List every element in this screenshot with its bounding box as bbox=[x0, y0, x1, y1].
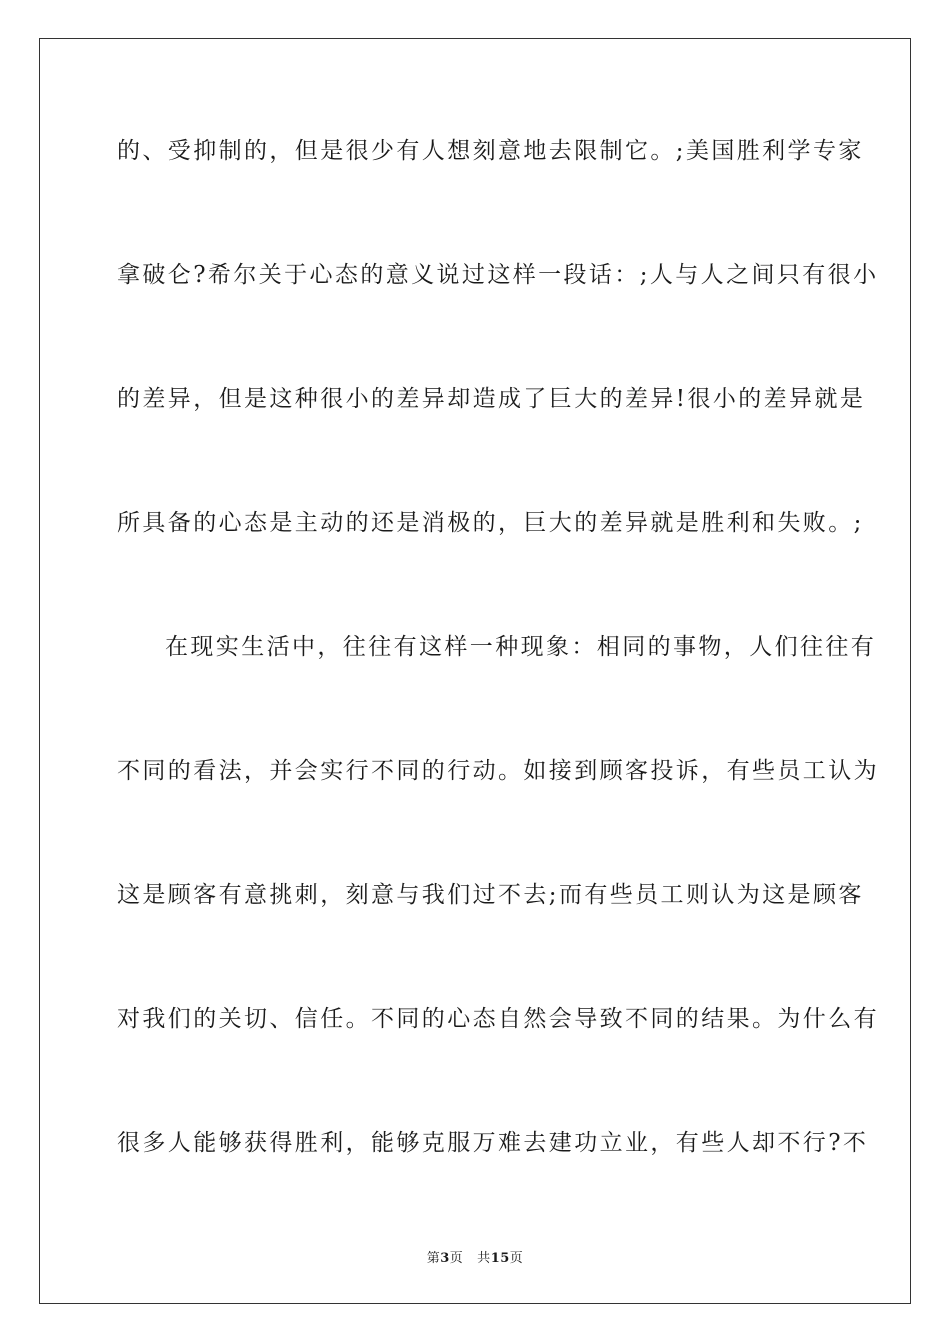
total-prefix: 共 bbox=[477, 1251, 491, 1266]
text-line-7: 这是顾客有意挑刺，刻意与我们过不去;而有些员工则认为这是顾客 bbox=[117, 882, 864, 908]
page-total-number: 15 bbox=[490, 1251, 510, 1266]
text-line-8: 对我们的关切、信任。不同的心态自然会导致不同的结果。为什么有 bbox=[117, 1006, 879, 1032]
text-line-4: 所具备的心态是主动的还是消极的，巨大的差异就是胜利和失败。; bbox=[117, 510, 864, 536]
page-prefix: 第 bbox=[426, 1251, 441, 1266]
text-line-3: 的差异，但是这种很小的差异却造成了巨大的差异!很小的差异就是 bbox=[117, 386, 866, 412]
text-line-6: 不同的看法，并会实行不同的行动。如接到顾客投诉，有些员工认为 bbox=[117, 758, 879, 784]
text-line-9: 很多人能够获得胜利，能够克服万难去建功立业，有些人却不行?不 bbox=[117, 1130, 869, 1156]
text-line-5-paragraph-start: 在现实生活中，往往有这样一种现象：相同的事物，人们往往有 bbox=[165, 634, 877, 660]
page-unit: 页 bbox=[449, 1251, 464, 1266]
page-current-number: 3 bbox=[440, 1251, 450, 1266]
page-footer bbox=[0, 1247, 950, 1266]
total-unit: 页 bbox=[509, 1251, 524, 1266]
page-border bbox=[39, 38, 911, 1304]
text-line-2: 拿破仑?希尔关于心态的意义说过这样一段话：;人与人之间只有很小 bbox=[117, 262, 879, 288]
text-line-1: 的、受抑制的，但是很少有人想刻意地去限制它。;美国胜利学专家 bbox=[117, 138, 864, 164]
